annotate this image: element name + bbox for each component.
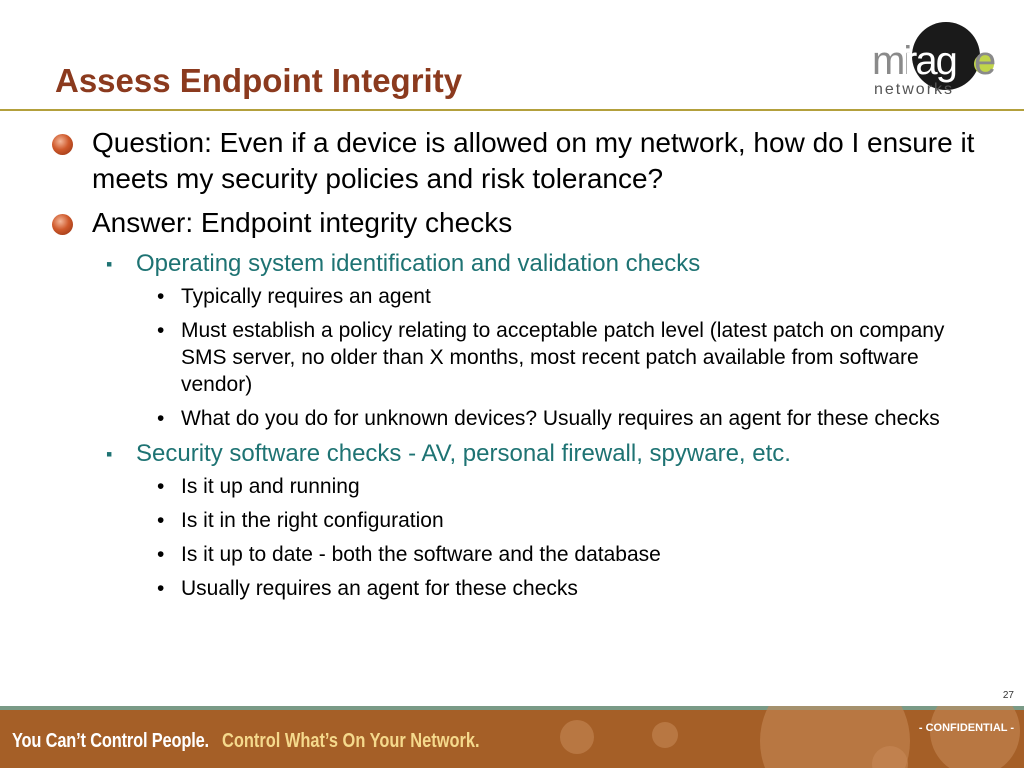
dot-bullet-icon: •	[157, 285, 165, 308]
tagline-part-2: Control What’s On Your Network.	[222, 730, 480, 752]
svg-text:rag: rag	[904, 39, 956, 83]
list-item: • Typically requires an agent	[157, 285, 431, 308]
slide-body	[0, 125, 1024, 609]
bullet-question	[92, 125, 982, 197]
list-item: • What do you do for unknown devices? Usually requires an agent for these checks	[157, 407, 940, 430]
orange-orb-bullet-icon	[52, 134, 73, 155]
list-item: • Must establish a policy relating to acceptable patch level (latest patch on company SMS server, no older than X months, most recent patch available from software vendor)	[157, 319, 945, 396]
dot-bullet-icon: •	[157, 543, 165, 566]
list-item: • Is it up to date - both the software and the database	[157, 543, 661, 566]
dot-bullet-icon: •	[157, 475, 165, 498]
dot-bullet-icon: •	[157, 319, 165, 342]
subbullet-os-checks	[106, 249, 976, 279]
decor-circle	[560, 720, 594, 754]
dot-bullet-icon: •	[157, 577, 165, 600]
security-checks-text: Security software checks - AV, personal firewall, spyware, etc.	[136, 440, 791, 467]
orange-orb-bullet-icon	[52, 214, 73, 235]
svg-text:e: e	[974, 39, 997, 83]
list-item: • Is it up and running	[157, 475, 360, 498]
list-item: • Usually requires an agent for these checks	[157, 577, 578, 600]
dot-bullet-icon: •	[157, 407, 165, 430]
bullet-answer	[92, 205, 982, 241]
confidential-label: - CONFIDENTIAL -	[918, 722, 1014, 734]
decor-circle	[652, 722, 678, 748]
svg-text:networks: networks	[874, 81, 955, 98]
svg-text:mi: mi	[872, 39, 911, 83]
slide-title: Assess Endpoint Integrity	[55, 62, 463, 99]
square-bullet-icon: ▪	[106, 444, 113, 464]
dot-bullet-icon: •	[157, 509, 165, 532]
footer-banner	[0, 706, 1024, 768]
question-text: Question: Even if a device is allowed on my network, how do I ensure it meets my security policies and risk tolerance?	[92, 127, 975, 194]
tagline-part-1: You Can’t Control People.	[12, 730, 209, 752]
decor-circle	[930, 706, 1020, 768]
list-item: • Is it in the right configuration	[157, 509, 444, 532]
subbullet-security-checks	[106, 439, 976, 469]
mirage-networks-logo	[868, 18, 1008, 100]
square-bullet-icon: ▪	[106, 254, 113, 274]
os-checks-text: Operating system identification and validation checks	[136, 250, 701, 277]
title-rule	[0, 109, 1024, 111]
page-number: 27	[1002, 690, 1014, 701]
answer-text: Answer: Endpoint integrity checks	[92, 207, 513, 238]
